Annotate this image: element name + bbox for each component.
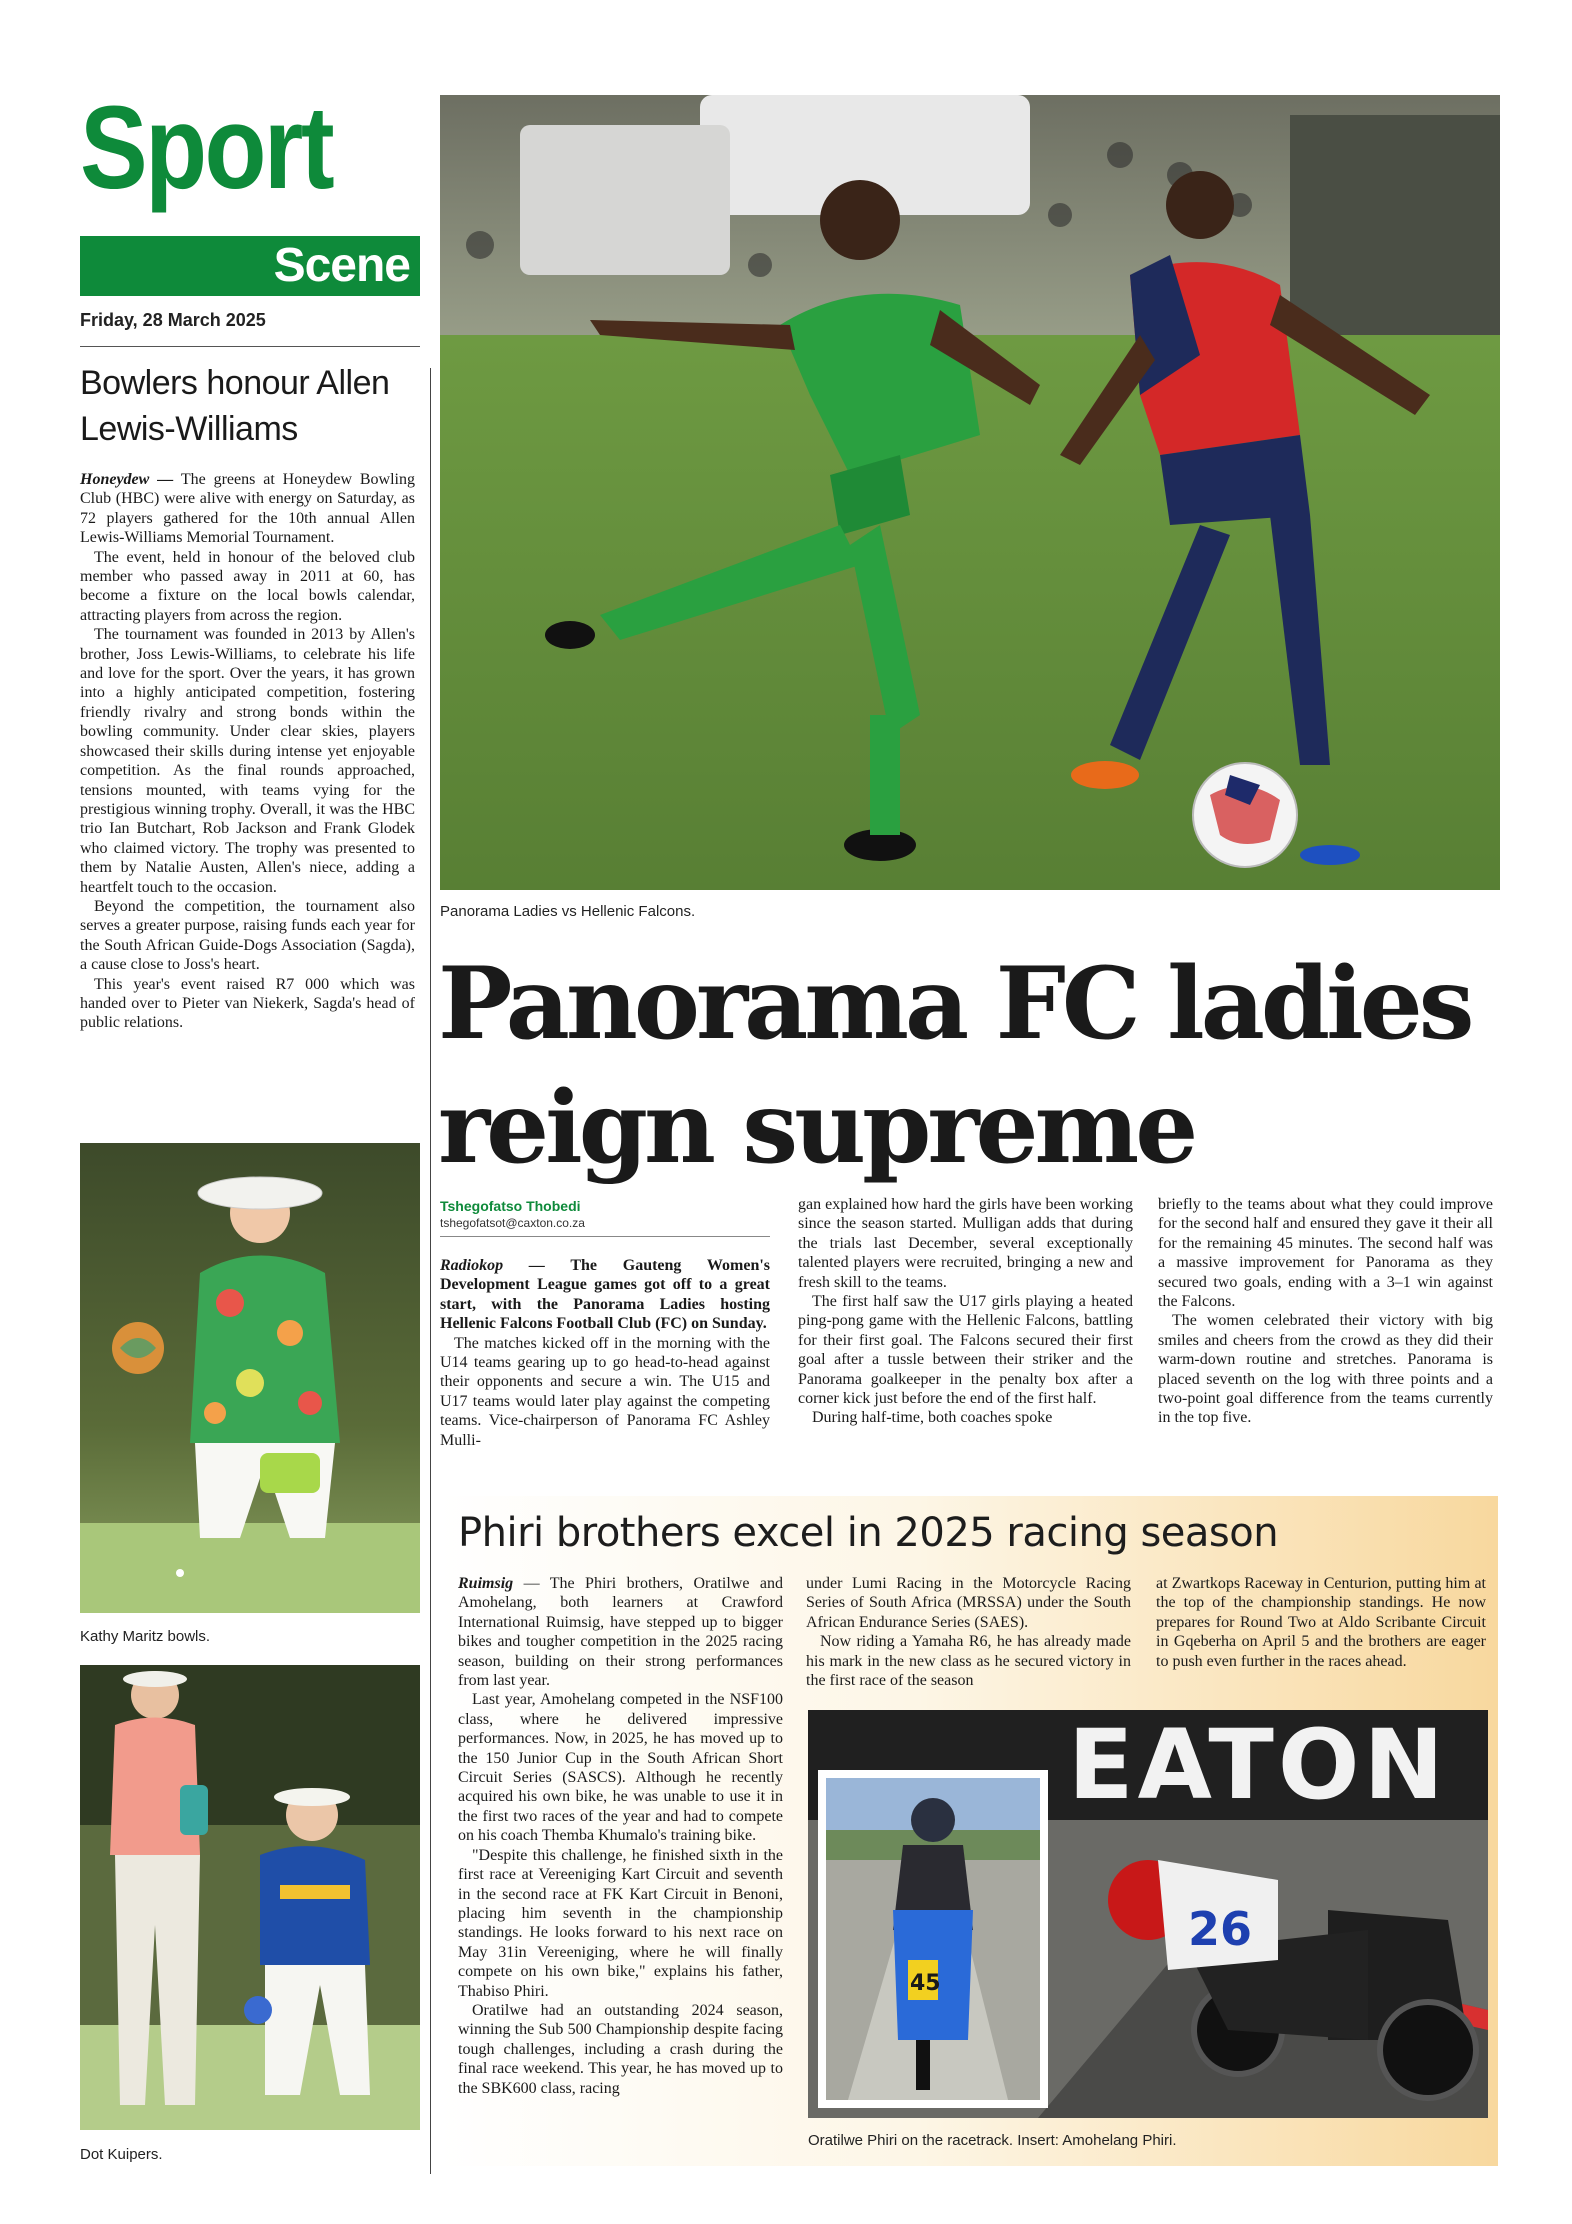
masthead-scene-bar <box>80 236 420 296</box>
bowls-paragraph: Honeydew — The greens at Honeydew Bowling Club (HBC) were alive with energy on Saturday, as 72 players gathered for the 10th annual Allen Lewis-Williams Memorial Tournament. <box>80 471 415 547</box>
bowls-headline: Bowlers honour Allen Lewis-Williams <box>80 364 390 448</box>
phiri-headline: Phiri brothers excel in 2025 racing season <box>458 1510 1279 1556</box>
kathy-maritz-caption: Kathy Maritz bowls. <box>80 1628 211 1645</box>
main-paragraph: briefly to the teams about what they could improve for the second half and ensured they gave it their all for the remaining 45 minutes. The second half was a massive improvement for Panorama as they secured two goals, ending with a 3–1 win against the Falcons. <box>1158 1196 1493 1311</box>
main-paragraph: gan explained how hard the girls have been working since the season started. Mulligan adds that during the trials last December, several exceptionally talented players were recruited, bringing a new and fresh skill to the teams. <box>798 1196 1134 1291</box>
bowls-paragraph: The tournament was founded in 2013 by Allen's brother, Joss Lewis-Williams, to celebrate his life and love for the sport. Over the years, it has grown into a highly anticipated competition, fostering friendly rivalry and strong bonds within the bowling community. Under clear skies, players showcased their skills during intense yet enjoyable competition. As the final rounds approached, tensions mounted, with teams vying for the prestigious winning trophy. Overall, it was the HBC trio Ian Butchart, Rob Jackson and Frank Glodek who claimed victory. The trophy was presented to them by Natalie Austen, Allen's niece, adding a heartfelt touch to the occasion. <box>80 626 415 896</box>
bowls-paragraph: This year's event raised R7 000 which was handed over to Pieter van Niekerk, Sagda's head of public relations. <box>80 975 415 1032</box>
kathy-maritz-photo <box>80 1143 420 1613</box>
byline-author: Tshegofatso Thobedi <box>440 1198 581 1214</box>
dot-kuipers-photo <box>80 1665 420 2130</box>
insert-bike-number: 45 <box>910 1971 941 1996</box>
issue-date: Friday, 28 March 2025 <box>80 310 266 330</box>
main-article-column-3 <box>1158 1195 1493 1428</box>
masthead-sport-logo: Sport <box>80 82 333 214</box>
phiri-dateline: Ruimsig <box>458 1575 514 1592</box>
phiri-paragraph: under Lumi Racing in the Motorcycle Racing Series of South Africa (MRSSA) under the South African Endurance Series (SAES). <box>806 1575 1131 1631</box>
byline-email: tshegofatsot@caxton.co.za <box>440 1216 585 1230</box>
phiri-paragraph: Ruimsig — The Phiri brothers, Oratilwe and Amohelang, both learners at Crawford International Ruimsig, have stepped up to bigger bikes and tougher competition in the 2025 racing season, building on their strong performances from last year. <box>458 1575 784 1690</box>
phiri-article-column-2 <box>806 1574 1131 1690</box>
main-paragraph: During half-time, both coaches spoke <box>812 1409 1053 1427</box>
dot-kuipers-caption: Dot Kuipers. <box>80 2146 163 2163</box>
main-article-column-1 <box>440 1256 770 1450</box>
photo-banner-text: EATON <box>1068 1710 1448 1821</box>
bowls-dateline: Honeydew — <box>80 471 174 488</box>
phiri-paragraph: at Zwartkops Raceway in Centurion, putting him at the top of the championship standings. He now prepares for Round Two at Aldo Scribante Circuit in Gqeberha on April 5 and the brothers are eager to push even further in the races ahead. <box>1156 1575 1486 1670</box>
bowls-paragraph: The event, held in honour of the beloved club member who passed away in 2011 at 60, has become a fixture on the local bowls calendar, attracting players from across the region. <box>80 548 415 624</box>
phiri-paragraph: Oratilwe had an outstanding 2024 season, winning the Sub 500 Championship despite facing tough challenges, including a crash during the final race weekend. This year, he has moved up to the SBK600 class, racing <box>458 2001 783 2097</box>
phiri-article-column-3 <box>1156 1574 1486 1671</box>
main-lead-paragraph: Radiokop — The Gauteng Women's Development League games got off to a great start, with the Panorama Ladies hosting Hellenic Falcons Football Club (FC) on Sunday. <box>440 1257 771 1333</box>
main-paragraph: The first half saw the U17 girls playing a heated ping-pong game with the Hellenic Falcons, battling for their first goal. The Falcons secured their first goal after a tussle between their striker and the Panorama goalkeeper in the penalty box after a corner kick just before the end of the first half. <box>798 1293 1133 1408</box>
masthead-divider <box>80 346 420 347</box>
phiri-paragraph: Now riding a Yamaha R6, he has already made his mark in the new class as he secured victory in the first race of the season <box>806 1633 1131 1690</box>
main-dateline: Radiokop — <box>440 1257 545 1274</box>
phiri-article-column-1 <box>458 1574 783 2098</box>
bowls-paragraph: Beyond the competition, the tournament also serves a greater purpose, raising funds each year for the South African Guide-Dogs Association (Sagda), a cause close to Joss's heart. <box>80 897 415 974</box>
football-hero-photo <box>440 95 1500 890</box>
phiri-paragraph: Last year, Amohelang competed in the NSF100 class, where he delivered impressive performances. Now, in 2025, he has moved up to the 150 Junior Cup in the South African Short Circuit Series (SASCS). Although he recently acquired his own bike, he was unable to use it in the first two races of the year and had to compete on his coach Themba Khumalo's training bike. <box>458 1691 783 1845</box>
main-paragraph: The women celebrated their victory with big smiles and cheers from the crowd as they did their warm-down routine and stretches. Panorama is placed seventh on the log with three points and a two-point goal difference from the teams currently in the top five. <box>1158 1312 1493 1427</box>
main-bike-number: 26 <box>1188 1902 1253 1956</box>
column-divider <box>430 368 431 2174</box>
bowls-article-body <box>80 470 415 1033</box>
hero-photo-caption: Panorama Ladies vs Hellenic Falcons. <box>440 903 696 920</box>
phiri-paragraph: "Despite this challenge, he finished sixth in the first race at Vereeniging Kart Circuit and seventh in the second race at FK Kart Circuit in Benoni, placing him seventh in the championship standings. He looks forward to his next race on May 31in Vereeniging, where he will finally compete on his own bike," explains his father, Thabiso Phiri. <box>458 1846 783 2000</box>
main-article-column-2 <box>798 1195 1133 1428</box>
byline-divider <box>440 1236 770 1237</box>
masthead-scene-logo: Scene <box>273 239 410 292</box>
main-paragraph: The matches kicked off in the morning with the U14 teams gearing up to go head-to-head against their opponents and secure a win. The U15 and U17 teams would later play against the competing teams. Vice-chairperson of Panorama FC Ashley Mulli- <box>440 1334 770 1449</box>
racetrack-photo <box>808 1710 1488 2118</box>
racetrack-photo-caption: Oratilwe Phiri on the racetrack. Insert: Amohelang Phiri. <box>808 2132 1177 2149</box>
main-headline: Panorama FC ladies reign supreme <box>438 946 1471 1186</box>
